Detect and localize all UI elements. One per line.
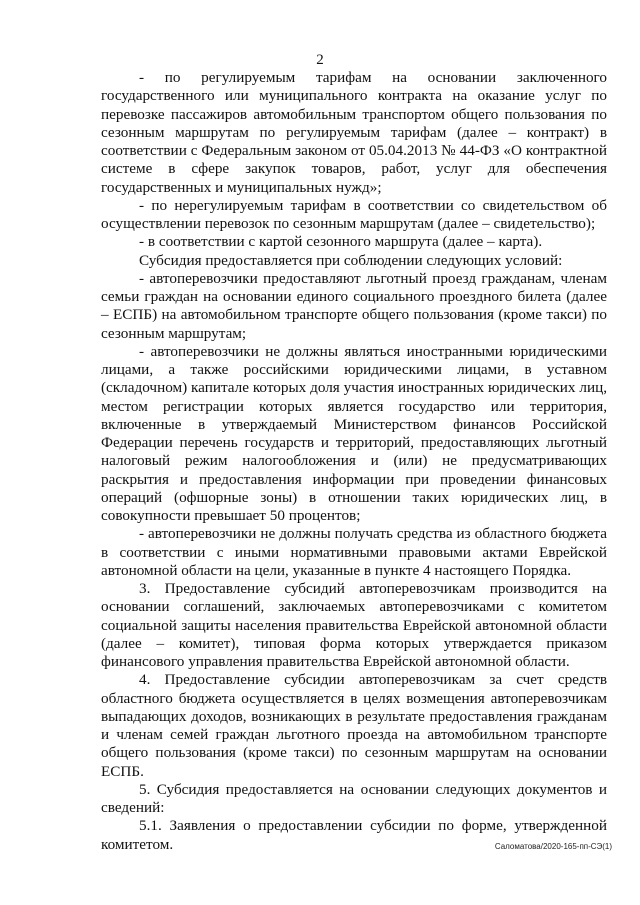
page-number: 2 <box>316 52 324 68</box>
paragraph-condition-no-other-funds: - автоперевозчики не должны получать средства из областного бюджета в соответствии с иными нормативными правовыми актами Еврейской автономной области на цели, указанные в пункте 4 настоящего Порядка. <box>101 525 607 579</box>
paragraph-condition-espb: - автоперевозчики предоставляют льготный проезд гражданам, членам семьи граждан на основании единого социального проездного билета (далее – ЕСПБ) на автомобильном транспорте общего пользования (кроме такси) по сезонным маршрутам; <box>101 269 607 342</box>
paragraph-item-4: 4. Предоставление субсидии автоперевозчикам за счет средств областного бюджета осуществляется в целях возмещения автоперевозчикам выпадающих доходов, возникающих в результате предоставления гражданам и членам семей граждан льготного проезда на автомобильном транспорте общего пользования (кроме такси) по сезонным маршрутам на основании ЕСПБ. <box>101 671 607 780</box>
footer-document-code: Саломатова/2020-165-пп-СЭ(1) <box>494 842 612 851</box>
paragraph-unregulated-tariffs: - по нерегулируемым тарифам в соответствии со свидетельством об осуществлении перевозок по сезонным маршрутам (далее – свидетельство); <box>101 196 607 232</box>
paragraph-conditions-intro: Субсидия предоставляется при соблюдении следующих условий: <box>139 251 563 269</box>
paragraph-condition-foreign-entities: - автоперевозчики не должны являться иностранными юридическими лицами, а также российскими юридическими лицами, в уставном (складочном) капитале которых доля участия иностранных юридических лиц, местом регистрации которых является государство или территория, включенные в утверждаемый Министерством финансов Российской Федерации перечень государств и территорий, предоставляющих льготный налоговый режим налогообложения и (или) не предусматривающих раскрытия и предоставления информации при проведении финансовых операций (офшорные зоны) в отношении таких юридических лиц, в совокупности превышает 50 процентов; <box>101 342 607 524</box>
paragraph-item-3: 3. Предоставление субсидий автоперевозчикам производится на основании соглашений, заключаемых автоперевозчиками с комитетом социальной защиты населения правительства Еврейской автономной области (далее – комитет), типовая форма которых утверждается приказом финансового управления правительства Еврейской автономной области. <box>101 580 607 670</box>
paragraph-item-5: 5. Субсидия предоставляется на основании следующих документов и сведений: <box>101 780 607 816</box>
document-body <box>101 69 607 854</box>
paragraph-regulated-tariffs: - по регулируемым тарифам на основании заключенного государственного или муниципального контракта на оказание услуг по перевозке пассажиров автомобильным транспортом общего пользования по сезонным маршрутам по регулируемым тарифам (далее – контракт) в соответствии с Федеральным законом от 05.04.2013 № 44-ФЗ «О контрактной системе в сфере закупок товаров, работ, услуг для обеспечения государственных и муниципальных нужд»; <box>101 69 607 196</box>
paragraph-item-5-1: 5.1. Заявления о предоставлении субсидии по форме, утвержденной комитетом. <box>101 817 607 853</box>
paragraph-route-card: - в соответствии с картой сезонного маршрута (далее – карта). <box>139 233 543 251</box>
